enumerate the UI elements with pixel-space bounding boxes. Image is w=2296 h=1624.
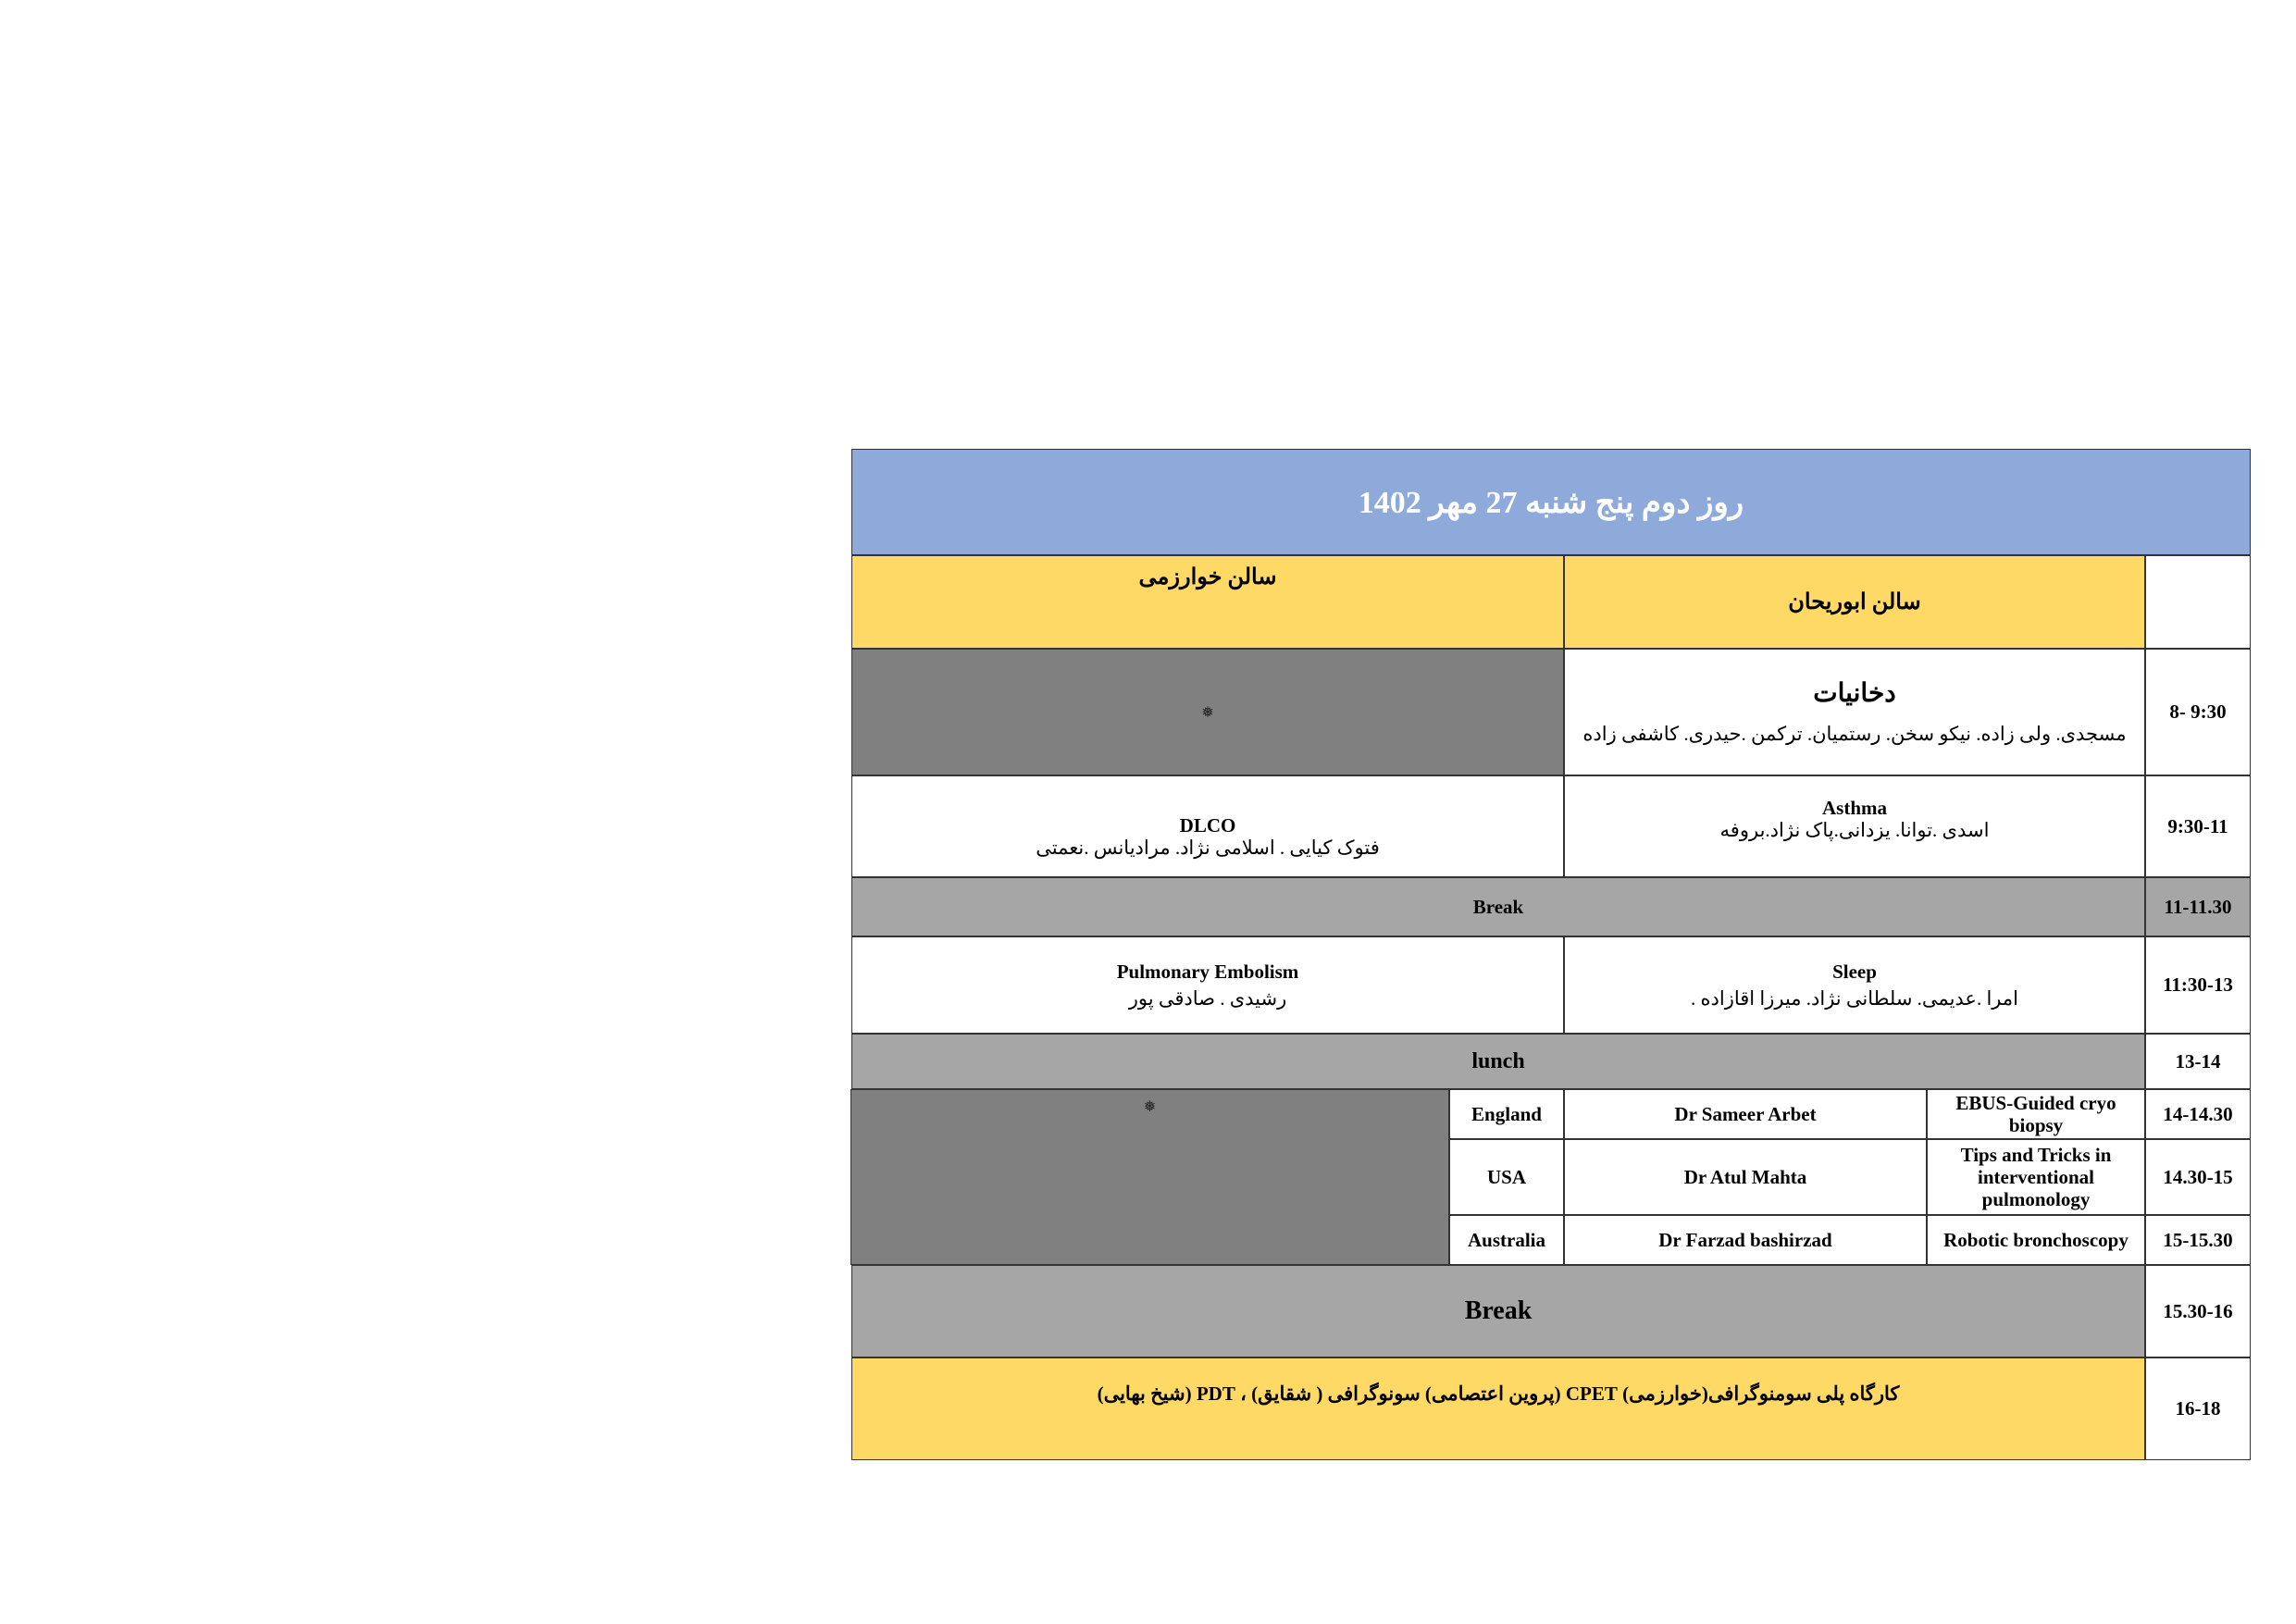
hall-corner xyxy=(2145,555,2251,649)
country-cell: England xyxy=(1449,1089,1564,1139)
session-asthma xyxy=(1564,775,2145,877)
session-title: Asthma xyxy=(1821,797,1887,819)
session-title: دخانیات xyxy=(1813,679,1896,709)
session-title: Pulmonary Embolism xyxy=(1116,961,1299,984)
session-speakers: امرا .عدیمی. سلطانی نژاد. میرزا اقازاده . xyxy=(1691,986,2018,1010)
time-slot: 16-18 xyxy=(2145,1357,2251,1460)
session-speakers: مسجدی. ولی زاده. نیکو سخن. رستمیان. ترکمن .حیدری. کاشفی زاده xyxy=(1582,722,2127,745)
lunch-bar: lunch xyxy=(851,1034,2145,1089)
topic-cell: EBUS-Guided cryo biopsy xyxy=(1927,1089,2145,1139)
speaker-cell: Dr Farzad bashirzad xyxy=(1564,1215,1927,1265)
time-slot: 8- 9:30 xyxy=(2145,649,2251,775)
speaker-cell: Dr Sameer Arbet xyxy=(1564,1089,1927,1139)
hall-abureyhan: سالن ابوریحان xyxy=(1564,555,2145,649)
snowflake-icon: ❅ xyxy=(1143,1099,1157,1115)
day-title: روز دوم پنج شنبه 27 مهر 1402 xyxy=(851,449,2251,555)
hall-kharazmi: سالن خوارزمی xyxy=(851,555,1564,649)
time-slot: 11-11.30 xyxy=(2145,877,2251,936)
topic-cell: Tips and Tricks in interventional pulmonology xyxy=(1927,1139,2145,1215)
time-slot: 15.30-16 xyxy=(2145,1265,2251,1357)
speaker-cell: Dr Atul Mahta xyxy=(1564,1139,1927,1215)
session-pulmonary-embolism xyxy=(851,936,1564,1034)
break-bar: Break xyxy=(851,877,2145,936)
workshop-cell: کارگاه پلی سومنوگرافی(خوارزمی) CPET (پروین اعتصامی) سونوگرافی ( شقایق) ، PDT (شیخ بهایی) xyxy=(851,1357,2145,1460)
session-smoking xyxy=(1564,649,2145,775)
time-slot: 9:30-11 xyxy=(2145,775,2251,877)
session-speakers: فتوک کیایی . اسلامی نژاد. مرادیانس .نعمتی xyxy=(1036,837,1380,859)
session-dlco xyxy=(851,775,1564,877)
session-title: DLCO xyxy=(1179,813,1236,837)
session-speakers: اسدی .توانا. یزدانی.پاک نژاد.بروفه xyxy=(1719,819,1990,842)
session-title: Sleep xyxy=(1832,961,1877,984)
session-sleep xyxy=(1564,936,2145,1034)
time-slot: 15-15.30 xyxy=(2145,1215,2251,1265)
country-cell: USA xyxy=(1449,1139,1564,1215)
time-slot: 14-14.30 xyxy=(2145,1089,2251,1139)
snowflake-icon: ❅ xyxy=(1201,704,1214,721)
kharazmi-empty-block xyxy=(850,1089,1449,1265)
country-cell: Australia xyxy=(1449,1215,1564,1265)
break-bar: Break xyxy=(851,1265,2145,1357)
time-slot: 13-14 xyxy=(2145,1034,2251,1089)
topic-cell: Robotic bronchoscopy xyxy=(1927,1215,2145,1265)
time-slot: 11:30-13 xyxy=(2145,936,2251,1034)
session-speakers: رشیدی . صادقی پور xyxy=(1128,986,1287,1010)
schedule-table xyxy=(851,449,2251,1460)
kharazmi-empty-slot xyxy=(851,649,1564,775)
time-slot: 14.30-15 xyxy=(2145,1139,2251,1215)
